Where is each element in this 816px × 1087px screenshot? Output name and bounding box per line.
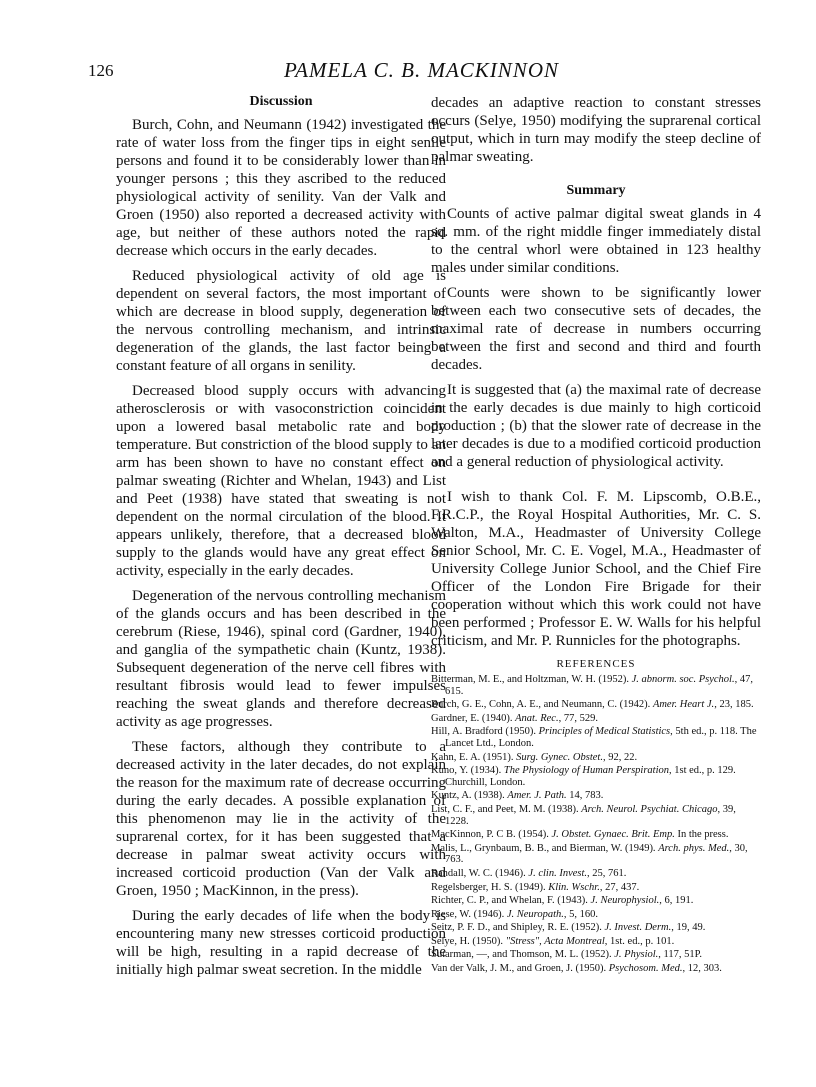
reference-authors: Randall, W. C. (1946). bbox=[431, 867, 529, 879]
reference-source: Psychosom. Med. bbox=[608, 963, 683, 975]
reference-source: Principles of Medical Statistics bbox=[538, 726, 671, 738]
reference-item bbox=[431, 829, 761, 841]
reference-detail: , 77, 529. bbox=[558, 712, 598, 724]
reference-authors: Sutarman, —, and Thomson, M. L. (1952). bbox=[431, 949, 615, 961]
reference-authors: Selye, H. (1950). bbox=[431, 935, 506, 947]
reference-source: J. Physiol. bbox=[614, 949, 659, 961]
discussion-paragraph: During the early decades of life when the body is encountering many new stresses corticoid production will be high, resulting in a rapid decrease of the initially high palmar sweat secretion. In the middle bbox=[116, 908, 446, 978]
reference-detail: , 23, 185. bbox=[714, 699, 754, 711]
references-list bbox=[431, 674, 761, 975]
reference-authors: Regelsberger, H. S. (1949). bbox=[431, 881, 549, 893]
reference-detail: , 12, 303. bbox=[682, 963, 722, 975]
reference-detail: , 27, 437. bbox=[599, 881, 640, 893]
reference-detail: , 39, 1228. bbox=[445, 803, 736, 827]
reference-item bbox=[431, 674, 761, 697]
reference-authors: Hill, A. Bradford (1950). bbox=[431, 726, 539, 738]
reference-detail: , 25, 761. bbox=[587, 867, 627, 879]
discussion-paragraph: Reduced physiological activity of old age is dependent on several factors, the most important of which are decrease in blood supply, degeneration of the nervous controlling mechanism, and intrinsic degeneration of the glands, the last factor being a constant feature of all organs in senility. bbox=[116, 268, 446, 374]
reference-item bbox=[431, 726, 761, 749]
summary-paragraph: Counts of active palmar digital sweat glands in 4 sq. mm. of the right middle finger immediately distal to the central whorl were obtained in 123 healthy males under similar conditions. bbox=[431, 206, 761, 276]
reference-item bbox=[431, 713, 761, 725]
reference-item bbox=[431, 922, 761, 934]
summary-heading: Summary bbox=[566, 183, 626, 198]
reference-item bbox=[431, 699, 761, 711]
reference-item bbox=[431, 790, 761, 802]
reference-authors: List, C. F., and Peet, M. M. (1938). bbox=[431, 803, 582, 815]
reference-authors: Kahn, E. A. (1951). bbox=[431, 751, 517, 763]
reference-detail: In the press. bbox=[674, 829, 729, 841]
reference-source: Arch. Neurol. Psychiat. Chicago bbox=[581, 803, 718, 815]
reference-detail: , 117, 51P. bbox=[658, 949, 702, 961]
reference-authors: Malis, L., Grynbaum, B. B., and Bierman, W. (1949). bbox=[431, 842, 659, 854]
left-column bbox=[116, 94, 446, 986]
reference-item bbox=[431, 765, 761, 788]
summary-paragraph: It is suggested that (a) the maximal rate of decrease in the early decades is due mainly to high corticoid production ; (b) that the slower rate of decrease in the later decades is due to a modified corticoid production and a general reduction of physiological activity. bbox=[431, 382, 761, 470]
reference-item bbox=[431, 963, 761, 975]
summary-paragraph: Counts were shown to be significantly lower between each two consecutive sets of decades, the maximal rate of decrease in numbers occurring between the first and second and third and fourth decades. bbox=[431, 285, 761, 373]
reference-source: Amer. J. Path. bbox=[507, 790, 567, 802]
reference-source: J. Neurophysiol. bbox=[590, 895, 660, 907]
reference-source: J. Obstet. Gynaec. Brit. Emp. bbox=[551, 829, 675, 841]
discussion-paragraph: Decreased blood supply occurs with advancing atherosclerosis or with vasoconstriction coincident upon a lowered basal metabolic rate and body temperature. But constriction of the blood supply to an arm has been shown to have no constant effect on palmar sweating (Richter and Whelan, 1943) and List and Peet (1938) have stated that sweating is not dependent on the normal circulation of the blood. It appears unlikely, therefore, that a decreased blood supply to the glands would have any great effect on activity, especially in the early decades. bbox=[116, 383, 446, 579]
reference-item bbox=[431, 895, 761, 907]
reference-authors: Kuno, Y. (1934). bbox=[431, 765, 504, 777]
reference-detail: , 5th ed., p. 118. The Lancet Ltd., London. bbox=[445, 726, 757, 749]
reference-item bbox=[431, 804, 761, 827]
reference-detail: 14, 783. bbox=[566, 790, 604, 802]
reference-item bbox=[431, 882, 761, 894]
reference-detail: , 19, 49. bbox=[671, 922, 706, 934]
reference-authors: Bitterman, M. E., and Holtzman, W. H. (1952). bbox=[431, 674, 632, 685]
reference-authors: Van der Valk, J. M., and Groen, J. (1950). bbox=[431, 963, 609, 975]
reference-authors: Kuntz, A. (1938). bbox=[431, 790, 508, 802]
reference-item bbox=[431, 949, 761, 961]
reference-detail: , 1st. ed., p. 101. bbox=[604, 935, 675, 947]
reference-item bbox=[431, 909, 761, 921]
discussion-heading: Discussion bbox=[249, 94, 313, 109]
running-head: PAMELA C. B. MACKINNON bbox=[284, 58, 559, 82]
reference-authors: Riese, W. (1946). bbox=[431, 908, 507, 920]
discussion-continuation: decades an adaptive reaction to constant stresses occurs (Selye, 1950) modifying the suprarenal cortical output, which in turn may modify the steep decline of palmar sweating. bbox=[431, 95, 761, 165]
reference-authors: Seitz, P. F. D., and Shipley, R. E. (1952). bbox=[431, 922, 605, 934]
reference-source: The Physiology of Human Perspiration bbox=[503, 765, 669, 777]
reference-source: Surg. Gynec. Obstet. bbox=[516, 751, 603, 763]
reference-source: J. clin. Invest. bbox=[528, 867, 588, 879]
reference-detail: , 47, 615. bbox=[445, 674, 753, 697]
reference-detail: , 30, 763. bbox=[445, 842, 748, 866]
reference-item bbox=[431, 843, 761, 866]
reference-source: J. Neuropath. bbox=[506, 908, 564, 920]
reference-source: "Stress", Acta Montreal bbox=[505, 935, 605, 947]
discussion-paragraph: Degeneration of the nervous controlling mechanism of the glands occurs and has been described in the cerebrum (Riese, 1946), spinal cord (Gardner, 1940), and ganglia of the sympathetic chain (Kuntz, 1938). Subsequent degeneration of the nerve cell fibres with resultant fibrosis would lead to fewer impulses reaching the sweat glands and therefore decreased activity as age progresses. bbox=[116, 588, 446, 730]
reference-source: Arch. phys. Med. bbox=[658, 842, 730, 854]
reference-detail: , 6, 191. bbox=[659, 895, 694, 907]
reference-source: J. Invest. Derm. bbox=[604, 922, 672, 934]
reference-item bbox=[431, 868, 761, 880]
reference-item bbox=[431, 936, 761, 948]
acknowledgment: I wish to thank Col. F. M. Lipscomb, O.B.E., F.R.C.P., the Royal Hospital Authorities, Mr. C. S. Walton, M.A., Headmaster of University College Senior School, Mr. C. E. Vogel, M.A., Headmaster of University College Junior School, and the Chief Fire Officer of the London Fire Brigade for their cooperation without which this work could not have been performed ; Professor E. W. Walls for his helpful criticism, and Mr. P. Runnicles for the photographs. bbox=[431, 489, 761, 649]
reference-authors: Richter, C. P., and Whelan, F. (1943). bbox=[431, 895, 591, 907]
reference-item bbox=[431, 752, 761, 764]
reference-source: J. abnorm. soc. Psychol. bbox=[631, 674, 735, 685]
page-header bbox=[88, 58, 768, 92]
reference-source: Amer. Heart J. bbox=[652, 699, 715, 711]
reference-detail: , 5, 160. bbox=[563, 908, 599, 920]
reference-authors: MacKinnon, P. C B. (1954). bbox=[431, 829, 552, 841]
discussion-paragraph: These factors, although they contribute to a decreased activity in the later decades, do not explain the reason for the maximum rate of decrease occurring during the early decades. A possible explanation of this phenomenon may lie in the activity of the suprarenal cortex, for it has been suggested that a decrease in palmar sweat activity occurs with increased corticoid production (Van der Valk and Groen, 1950 ; MacKinnon, in the press). bbox=[116, 739, 446, 899]
reference-source: Anat. Rec. bbox=[515, 712, 559, 724]
references-heading: REFERENCES bbox=[556, 658, 636, 670]
reference-source: Klin. Wschr. bbox=[548, 881, 600, 893]
right-column bbox=[431, 94, 761, 977]
reference-authors: Burch, G. E., Cohn, A. E., and Neumann, C. (1942). bbox=[431, 699, 653, 711]
reference-detail: , 1st ed., p. 129. Churchill, London. bbox=[445, 765, 736, 788]
page-number: 126 bbox=[88, 61, 114, 80]
reference-detail: , 92, 22. bbox=[602, 751, 638, 763]
reference-authors: Gardner, E. (1940). bbox=[431, 712, 516, 724]
discussion-paragraph: Burch, Cohn, and Neumann (1942) investigated the rate of water loss from the finger tips in eight senile persons and found it to be considerably lower than in younger persons ; this they ascribed to the reduced physiological activity of senility. Van der Valk and Groen (1950) also reported a decreased activity with age, but neither of these authors noted the rapid decrease which occurs in the early decades. bbox=[116, 117, 446, 259]
